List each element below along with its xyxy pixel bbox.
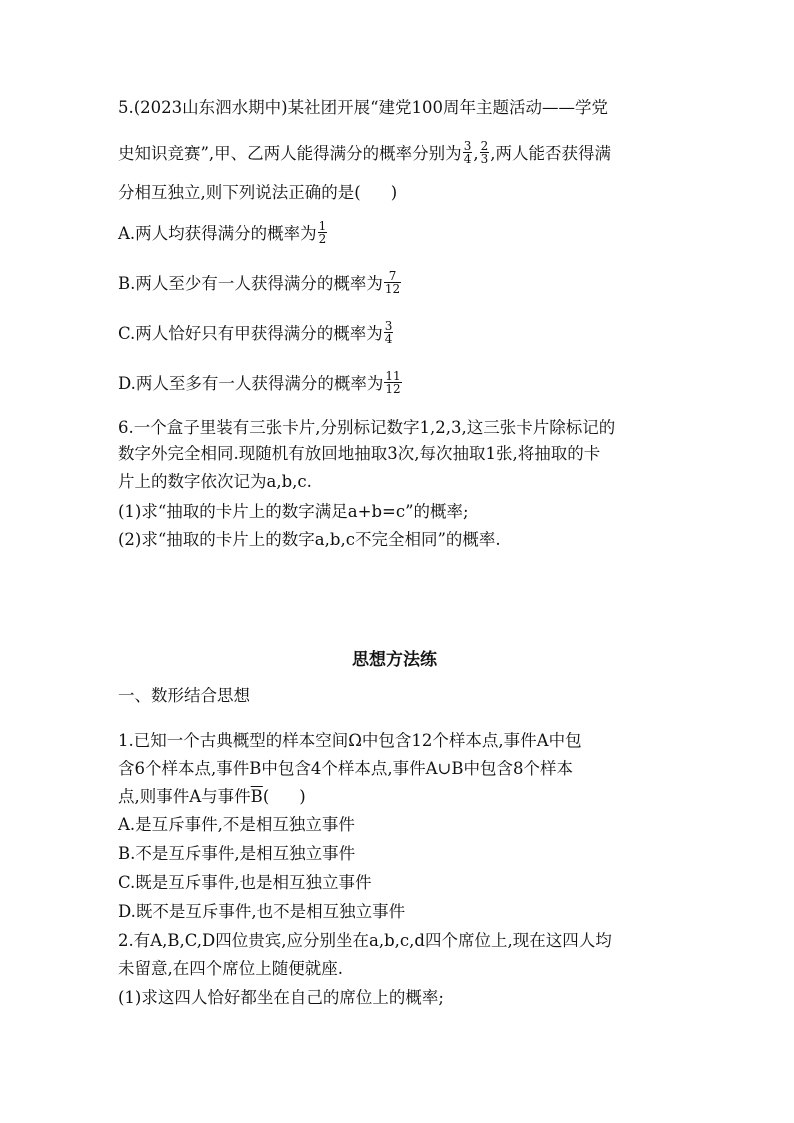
p2-line-2: 未留意,在四个席位上随便就座.	[118, 959, 343, 978]
fraction: $\frac{1}{2}$	[318, 219, 327, 246]
q5-option-d: D.两人至多有一人获得满分的概率为 $\frac{11}{12}$	[118, 369, 401, 396]
fraction: $\frac{11}{12}$	[385, 369, 401, 396]
p1-option-c: C.既是互斥事件,也是相互独立事件	[118, 873, 372, 892]
q5-option-b: B.两人至少有一人获得满分的概率为 $\frac{7}{12}$	[118, 269, 401, 296]
p1-option-a: A.是互斥事件,不是相互独立事件	[118, 815, 355, 834]
p1-line-3: 点,则事件A与事件$\overline{B}$( )	[118, 787, 306, 806]
fraction: $\frac{2}{3}$	[480, 139, 489, 166]
p2-part-1: (1)求这四人恰好都坐在自己的席位上的概率;	[118, 988, 444, 1007]
p1-line-2: 含6个样本点,事件B中包含4个样本点,事件A∪B中包含8个样本	[118, 759, 573, 778]
p1-option-b: B.不是互斥事件,是相互独立事件	[118, 844, 356, 863]
q6-part-2: (2)求“抽取的卡片上的数字a,b,c不完全相同”的概率.	[118, 530, 501, 549]
p1-line-1: 1.已知一个古典概型的样本空间Ω中包含12个样本点,事件A中包	[118, 731, 582, 750]
q6-line-3: 片上的数字依次记为a,b,c.	[118, 472, 312, 491]
q6-line-2: 数字外完全相同.现随机有放回地抽取3次,每次抽取1张,将抽取的卡	[118, 444, 601, 463]
q5-line-3: 分相互独立,则下列说法正确的是( )	[118, 183, 398, 202]
q6-line-1: 6.一个盒子里装有三张卡片,分别标记数字1,2,3,这三张卡片除标记的	[118, 418, 616, 437]
fraction: $\frac{7}{12}$	[384, 269, 401, 296]
q5-line-2: 史知识竞赛”,甲、乙两人能得满分的概率分别为 $\frac{3}{4}$ , $\frac{2}{3}$ ,两人能否获得满	[118, 139, 611, 166]
q5-option-c: C.两人恰好只有甲获得满分的概率为 $\frac{3}{4}$	[118, 319, 393, 346]
section-title: 思想方法练	[352, 650, 437, 670]
complement-b: $\overline{B}$	[250, 787, 263, 806]
q5-line-1: 5.(2023山东泗水期中)某社团开展“建党100周年主题活动——学党	[118, 98, 609, 117]
q6-part-1: (1)求“抽取的卡片上的数字满足a+b=c”的概率;	[118, 502, 469, 521]
section-subtitle: 一、数形结合思想	[118, 686, 250, 705]
fraction: $\frac{3}{4}$	[384, 319, 393, 346]
p1-option-d: D.既不是互斥事件,也不是相互独立事件	[118, 902, 406, 921]
p2-line-1: 2.有A,B,C,D四位贵宾,应分别坐在a,b,c,d四个席位上,现在这四人均	[118, 931, 612, 950]
q5-option-a: A.两人均获得满分的概率为 $\frac{1}{2}$	[118, 219, 327, 246]
fraction: $\frac{3}{4}$	[463, 139, 472, 166]
